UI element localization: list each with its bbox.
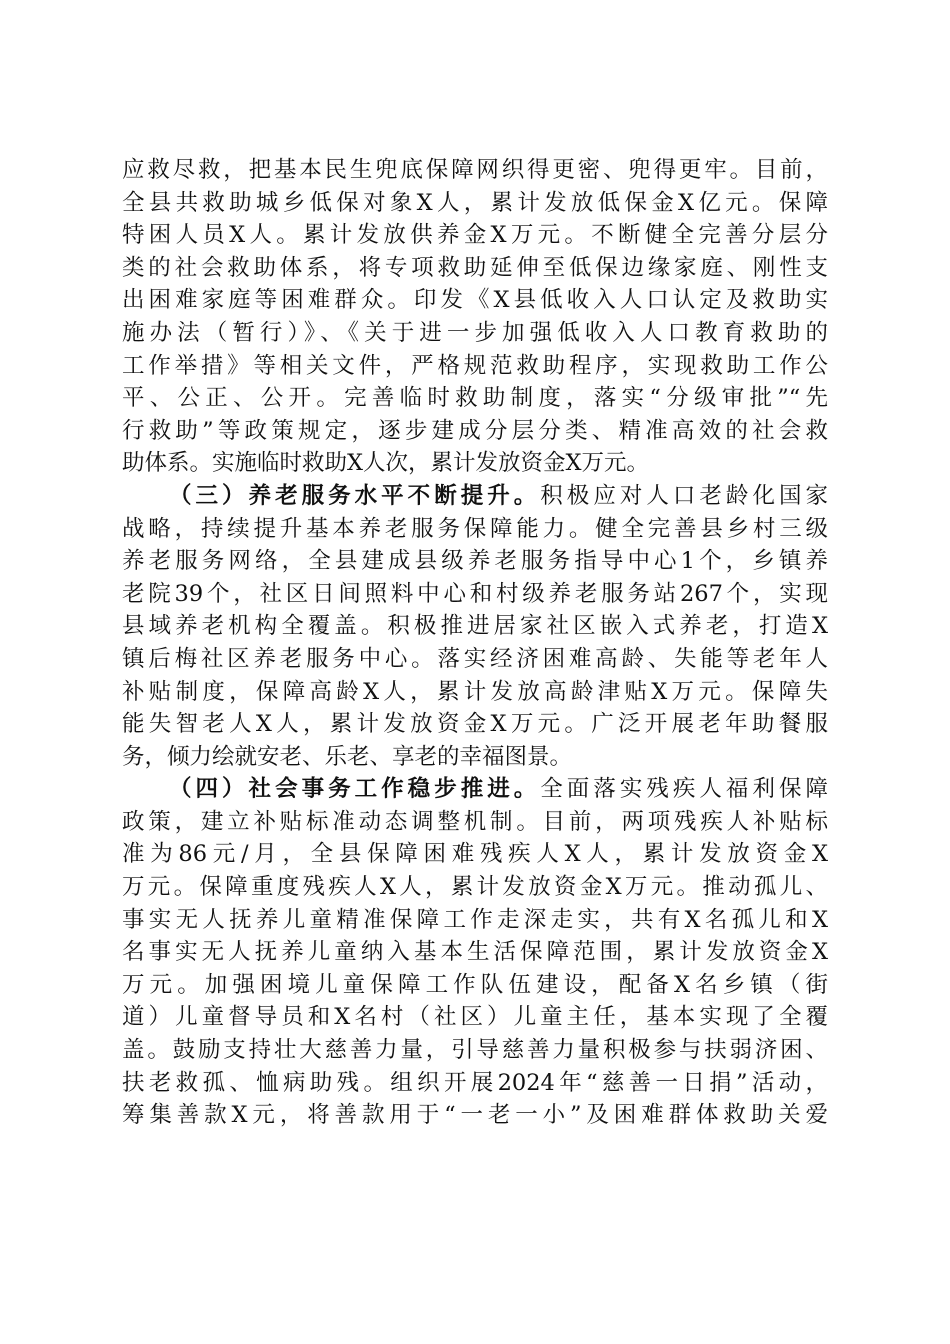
text-line: 平、公正、公开。完善临时救助制度，落实“分级审批”“先 (122, 385, 828, 412)
text-line-first (122, 480, 828, 513)
document-page (122, 154, 828, 1132)
text-line: 镇后梅社区养老服务中心。落实经济困难高龄、失能等老年人 (122, 645, 828, 672)
text-line: 类的社会救助体系，将专项救助延伸至低保边缘家庭、刚性支 (122, 254, 828, 281)
text-line: 县域养老机构全覆盖。积极推进居家社区嵌入式养老，打造X (122, 613, 828, 640)
text-line: 万元。加强困境儿童保障工作队伍建设，配备X名乡镇（街 (122, 971, 828, 998)
text-line: 应救尽救，把基本民生兜底保障网织得更密、兜得更牢。目前， (122, 157, 828, 183)
paragraph-social-affairs (122, 773, 828, 1132)
text-line-first (122, 773, 828, 806)
text-line: 扶老救孤、恤病助残。组织开展2024年“慈善一日捐”活动， (122, 1069, 828, 1096)
text-line: 务，倾力绘就安老、乐老、享老的幸福图景。 (122, 743, 573, 770)
text-line: 养老服务网络，全县建成县级养老服务指导中心1个，乡镇养 (122, 548, 828, 575)
text-line: 补贴制度，保障高龄X人，累计发放高龄津贴X万元。保障失 (122, 678, 828, 705)
text-line: 施办法（暂行）》、《关于进一步加强低收入人口教育救助的 (122, 319, 828, 346)
paragraph-social-assistance (122, 154, 828, 480)
section-heading-social-affairs: （四）社会事务工作稳步推进。 (169, 776, 541, 803)
text-line: 老院39个，社区日间照料中心和村级养老服务站267个，实现 (122, 580, 828, 607)
text-line: 事实无人抚养儿童精准保障工作走深走实，共有X名孤儿和X (122, 906, 828, 933)
text-line: 战略，持续提升基本养老服务保障能力。健全完善县乡村三级 (122, 515, 828, 542)
section-heading-elderly-care: （三）养老服务水平不断提升。 (169, 482, 541, 509)
text-line: 工作举措》等相关文件，严格规范救助程序，实现救助工作公 (122, 352, 828, 379)
text-line: 筹集善款X元，将善款用于“一老一小”及困难群体救助关爱 (122, 1102, 828, 1129)
text-line: 行救助”等政策规定，逐步建成分层分类、精准高效的社会救 (122, 417, 828, 444)
text-line: 盖。鼓励支持壮大慈善力量，引导慈善力量积极参与扶弱济困、 (122, 1037, 828, 1064)
text-line: 准为86元/月，全县保障困难残疾人X人，累计发放资金X (122, 841, 828, 868)
text-line: 助体系。实施临时救助X人次，累计发放资金X万元。 (122, 450, 650, 477)
text-line: 全县共救助城乡低保对象X人，累计发放低保金X亿元。保障 (122, 189, 828, 216)
text-line: 能失智老人X人，累计发放资金X万元。广泛开展老年助餐服 (122, 711, 828, 738)
paragraph-elderly-care (122, 480, 828, 773)
text-line: 特困人员X人。累计发放供养金X万元。不断健全完善分层分 (122, 222, 828, 249)
text-line: 名事实无人抚养儿童纳入基本生活保障范围，累计发放资金X (122, 939, 828, 966)
text-run: 积极应对人口老龄化国家 (540, 482, 828, 509)
text-line: 出困难家庭等困难群众。印发《X县低收入人口认定及救助实 (122, 287, 828, 314)
text-run: 全面落实残疾人福利保障 (540, 776, 828, 803)
text-line: 道）儿童督导员和X名村（社区）儿童主任，基本实现了全覆 (122, 1004, 828, 1031)
text-line: 万元。保障重度残疾人X人，累计发放资金X万元。推动孤儿、 (122, 874, 828, 901)
text-line: 政策，建立补贴标准动态调整机制。目前，两项残疾人补贴标 (122, 808, 828, 835)
